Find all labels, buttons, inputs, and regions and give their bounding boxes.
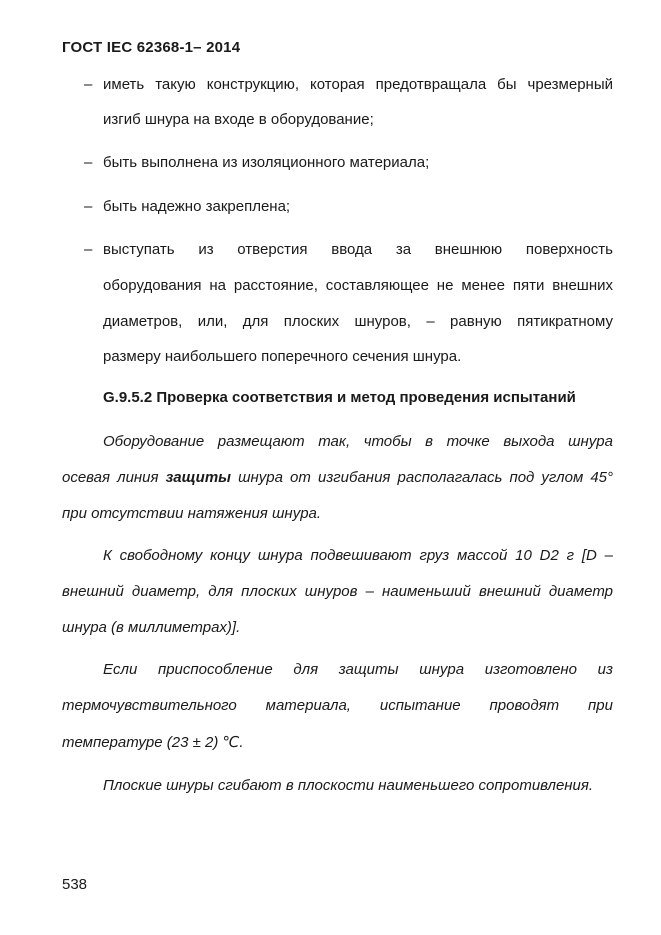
paragraph-1-text: осевая линия [62, 469, 166, 486]
paragraph-1-line-2 [62, 469, 613, 486]
list-item-2: быть выполнена из изоляционного материала; [103, 154, 430, 171]
list-item-4-line-4: размеру наибольшего поперечного сечения шнура. [103, 348, 462, 365]
paragraph-2-line-3: шнура (в миллиметрах)]. [62, 619, 241, 636]
paragraph-1-line-1: Оборудование размещают так, чтобы в точке выхода шнура [103, 433, 613, 450]
list-item-4-line-3: диаметров, или, для плоских шнуров, – равную пятикратному [103, 313, 613, 330]
list-dash: – [84, 198, 93, 215]
list-item-1-line-1: иметь такую конструкцию, которая предотвращала бы чрезмерный [103, 76, 613, 93]
list-dash: – [84, 76, 93, 93]
document-header: ГОСТ IEC 62368-1– 2014 [62, 39, 241, 56]
paragraph-3-line-2: термочувствительного материала, испытание проводят при [62, 697, 613, 714]
list-item-3: быть надежно закреплена; [103, 198, 291, 215]
list-item-1-line-2: изгиб шнура на входе в оборудование; [103, 111, 374, 128]
paragraph-2-line-1: К свободному концу шнура подвешивают груз массой 10 D2 г [D – [103, 547, 613, 564]
list-item-4-line-1: выступать из отверстия ввода за внешнюю поверхность [103, 241, 613, 258]
page-number: 538 [62, 876, 88, 893]
list-dash: – [84, 154, 93, 171]
paragraph-1-line-3: при отсутствии натяжения шнура. [62, 505, 322, 522]
section-title: G.9.5.2 Проверка соответствия и метод проведения испытаний [103, 389, 576, 406]
paragraph-2-line-2: внешний диаметр, для плоских шнуров – наименьший внешний диаметр [62, 583, 613, 600]
paragraph-3-line-3: температуре (23 ± 2) ℃. [62, 734, 244, 751]
list-dash: – [84, 241, 93, 258]
paragraph-4-line-1: Плоские шнуры сгибают в плоскости наименьшего сопротивления. [103, 777, 594, 794]
paragraph-1-text: шнура от изгибания располагалась под углом 45° [230, 469, 614, 486]
paragraph-3-line-1: Если приспособление для защиты шнура изготовлено из [103, 661, 613, 678]
emphasized-word: защиты [165, 469, 231, 486]
list-item-4-line-2: оборудования на расстояние, составляющее не менее пяти внешних [103, 277, 613, 294]
